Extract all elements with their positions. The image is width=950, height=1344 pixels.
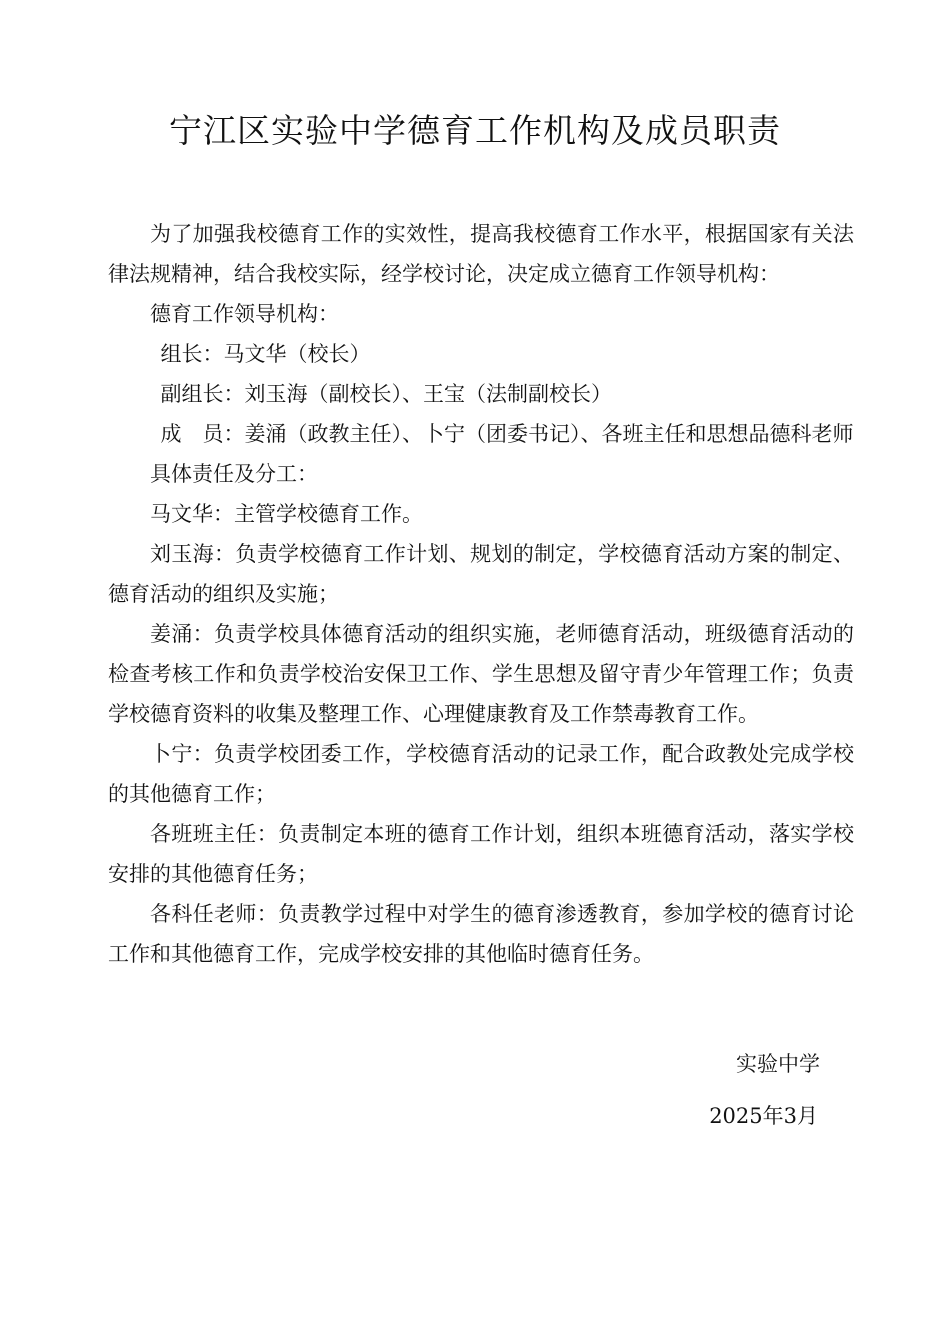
document-title: 宁江区实验中学德育工作机构及成员职责 bbox=[169, 111, 781, 150]
signature: 实验中学 bbox=[736, 1052, 820, 1076]
leader-line: 组长：马文华（校长） bbox=[160, 342, 371, 366]
intro-paragraph: 为了加强我校德育工作的实效性，提高我校德育工作水平，根据国家有关法律法规精神，结合我校实际，经学校讨论，决定成立德育工作领导机构： bbox=[108, 222, 854, 286]
duty-paragraph: 各科任老师：负责教学过程中对学生的德育渗透教育，参加学校的德育讨论工作和其他德育工作，完成学校安排的其他临时德育任务。 bbox=[108, 902, 854, 966]
duty-paragraph: 姜涌：负责学校具体德育活动的组织实施，老师德育活动，班级德育活动的检查考核工作和负责学校治安保卫工作、学生思想及留守青少年管理工作；负责学校德育资料的收集及整理工作、心理健康教育及工作禁毒教育工作。 bbox=[108, 622, 854, 726]
duty-paragraph: 刘玉海：负责学校德育工作计划、规划的制定，学校德育活动方案的制定、德育活动的组织及实施； bbox=[108, 542, 854, 606]
members-line: 成 员：姜涌（政教主任）、卜宁（团委书记）、各班主任和思想品德科老师 bbox=[160, 422, 854, 446]
duty-paragraph: 马文华：主管学校德育工作。 bbox=[150, 502, 423, 526]
duties-heading: 具体责任及分工： bbox=[150, 462, 318, 486]
duty-paragraph: 卜宁：负责学校团委工作，学校德育活动的记录工作，配合政教处完成学校的其他德育工作； bbox=[108, 742, 854, 806]
duty-paragraph: 各班班主任：负责制定本班的德育工作计划，组织本班德育活动，落实学校安排的其他德育任务； bbox=[108, 822, 854, 886]
document-date: 2025年3月 bbox=[709, 1104, 818, 1128]
org-heading: 德育工作领导机构： bbox=[150, 302, 339, 326]
deputy-line: 副组长：刘玉海（副校长）、王宝（法制副校长） bbox=[160, 382, 612, 406]
document-body bbox=[108, 214, 854, 974]
